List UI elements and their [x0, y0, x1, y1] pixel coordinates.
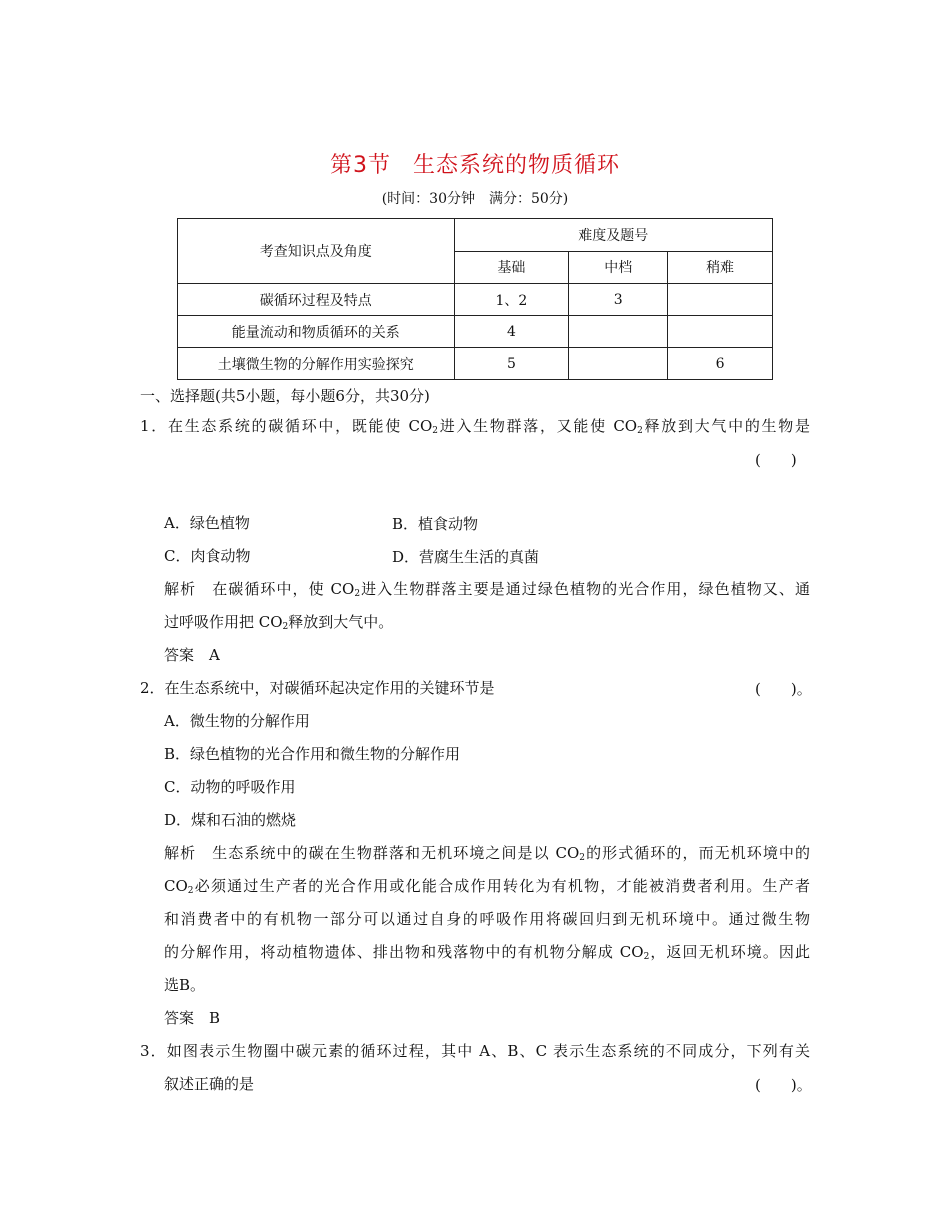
question-2-stem: 2．在生态系统中，对碳循环起决定作用的关键环节是 — [140, 679, 495, 697]
question-2-explanation-line-3: 和消费者中的有机物一部分可以通过自身的呼吸作用将碳回归到无机环境中。通过微生物 — [164, 910, 810, 928]
question-1-option-c: C．肉食动物 — [164, 547, 251, 565]
table-cell-topic: 碳循环过程及特点 — [178, 284, 455, 316]
table-cell-hard — [668, 316, 773, 348]
question-2-explanation-line-5: 选B。 — [164, 976, 206, 994]
question-2-explanation-line-1: 解析 生态系统中的碳在生物群落和无机环境之间是以 $CO_2$的形式循环的，而无机环境中的 — [164, 844, 810, 863]
question-1-option-a: A．绿色植物 — [164, 514, 250, 532]
time-score-info: (时间：30分钟 满分：50分) — [381, 191, 569, 207]
table-header-difficulty: 难度及题号 — [454, 219, 773, 252]
table-cell-basic: 1、2 — [454, 284, 569, 316]
table-row — [178, 284, 773, 316]
table-level-basic: 基础 — [454, 251, 569, 284]
table-cell-basic: 4 — [454, 316, 569, 348]
page-title — [0, 148, 950, 179]
question-2-option-c: C．动物的呼吸作用 — [164, 778, 296, 796]
table-level-hard: 稍难 — [668, 251, 773, 284]
question-1-explanation-line-1: 解析 在碳循环中，使 $CO_2$进入生物群落主要是通过绿色植物的光合作用，绿色植物又、通 — [164, 580, 810, 599]
section-heading: 一、选择题(共5小题，每小题6分，共30分) — [140, 387, 430, 405]
table-cell-topic: 土壤微生物的分解作用实验探究 — [178, 348, 455, 380]
question-1-answer: 答案 A — [164, 646, 220, 664]
question-2-option-d: D．煤和石油的燃烧 — [164, 811, 297, 829]
knowledge-table — [177, 218, 773, 380]
table-cell-hard: 6 — [668, 348, 773, 380]
table-level-medium: 中档 — [569, 251, 668, 284]
question-3-stem-line-2: 叙述正确的是 — [164, 1075, 255, 1093]
question-1-answer-blank: ( ) — [755, 451, 797, 469]
table-cell-basic: 5 — [454, 348, 569, 380]
table-header-topic: 考查知识点及角度 — [178, 219, 455, 284]
question-1-option-d: D．营腐生生活的真菌 — [392, 548, 540, 566]
question-1-explanation-line-2: 过呼吸作用把 $CO_2$释放到大气中。 — [164, 613, 394, 632]
question-1-option-b: B．植食动物 — [392, 515, 479, 533]
question-2-explanation-line-4: 的分解作用，将动植物遗体、排出物和残落物中的有机物分解成 $CO_2$，返回无机环境。因此 — [164, 943, 810, 962]
table-cell-topic: 能量流动和物质循环的关系 — [178, 316, 455, 348]
table-cell-medium: 3 — [569, 284, 668, 316]
table-row — [178, 348, 773, 380]
section-name: 生态系统的物质循环 — [412, 153, 620, 178]
question-2-option-b: B．绿色植物的光合作用和微生物的分解作用 — [164, 745, 461, 763]
question-1-stem: 1．在生态系统的碳循环中，既能使 $CO_2$进入生物群落，又能使 $CO_2$释放到大气中的生物是 — [140, 417, 810, 436]
question-2-answer: 答案 B — [164, 1009, 221, 1027]
question-3-answer-blank: ( )。 — [755, 1076, 812, 1094]
question-2-explanation-line-2: $CO_2$必须通过生产者的光合作用或化能合成作用转化为有机物，才能被消费者利用。生产者 — [164, 877, 810, 896]
table-cell-medium — [569, 348, 668, 380]
table-row — [178, 316, 773, 348]
question-2-answer-blank: ( )。 — [755, 680, 812, 698]
table-cell-hard — [668, 284, 773, 316]
question-2-option-a: A．微生物的分解作用 — [164, 712, 310, 730]
table-cell-medium — [569, 316, 668, 348]
question-3-stem-line-1: 3．如图表示生物圈中碳元素的循环过程，其中 A、B、C 表示生态系统的不同成分，下列有关 — [140, 1042, 810, 1060]
section-number: 第3节 — [329, 153, 391, 178]
